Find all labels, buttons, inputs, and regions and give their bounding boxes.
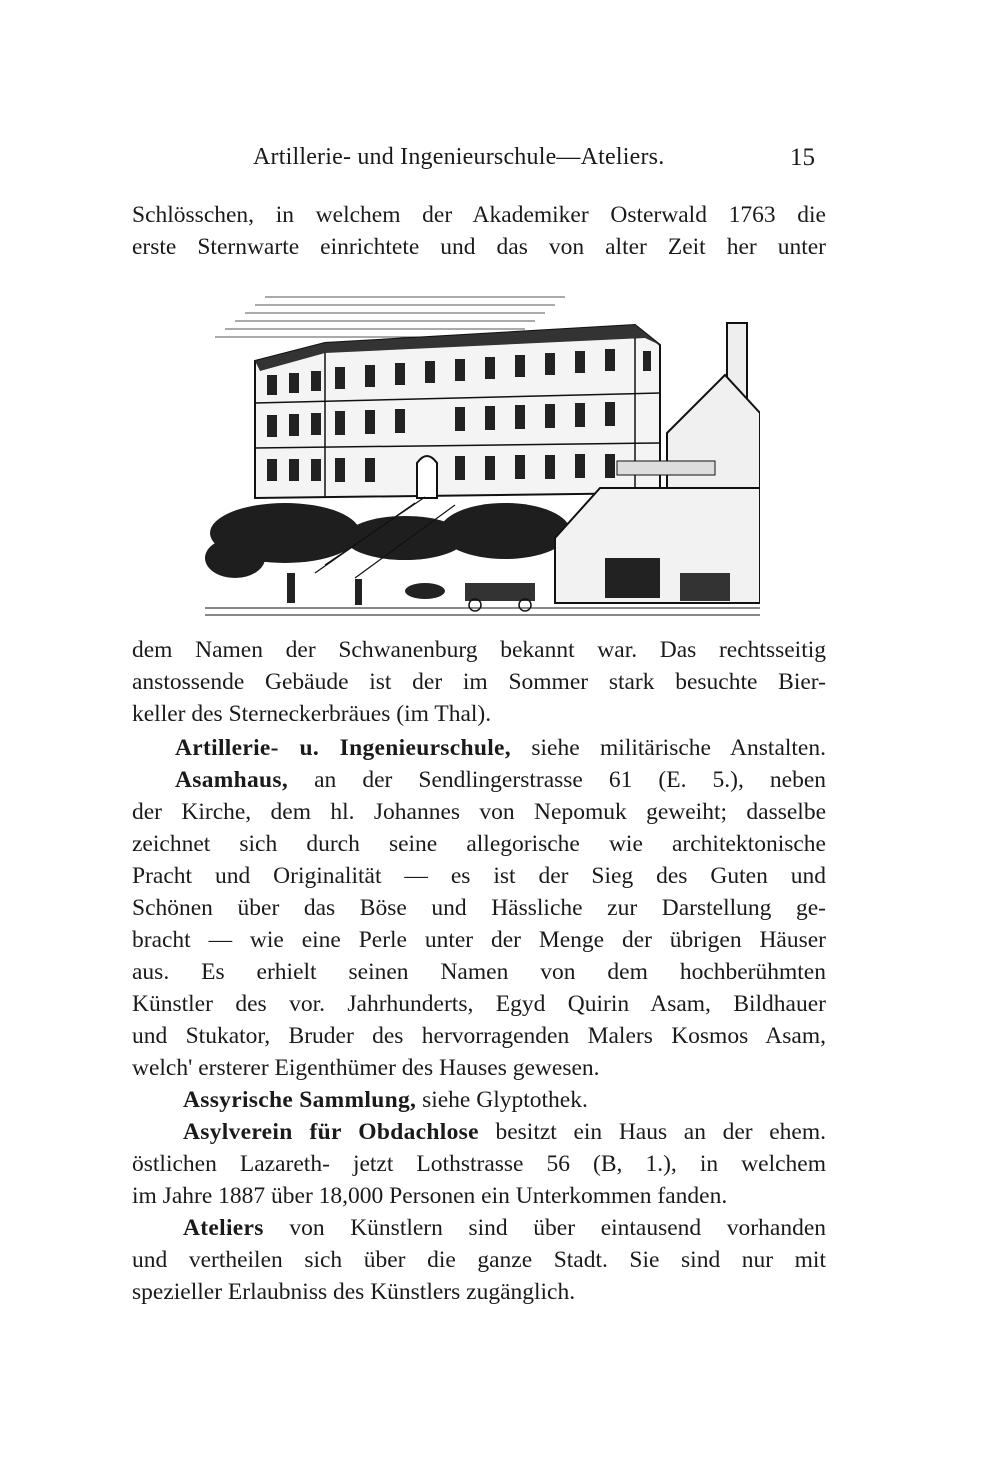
entry-line: und vertheilen sich über die ganze Stadt. Sie sind nur mit bbox=[132, 1247, 826, 1273]
entry-head: Assyrische Sammlung, bbox=[183, 1087, 417, 1113]
entry-head: Artillerie- u. Ingenieurschule, bbox=[175, 735, 511, 761]
entry-text: siehe militärische Anstalten. bbox=[531, 735, 826, 761]
entry-line: Pracht und Originalität — es ist der Sieg des Guten und bbox=[132, 863, 826, 889]
entry-line: bracht — wie eine Perle unter der Menge der übrigen Häuser bbox=[132, 927, 826, 953]
schwanenburg-engraving bbox=[205, 283, 760, 623]
continuation-line-1: dem Namen der Schwanenburg bekannt war. Das rechtsseitig bbox=[132, 637, 826, 663]
running-title: Artillerie- und Ingenieurschule—Ateliers. bbox=[253, 144, 665, 170]
entry-asamhaus bbox=[132, 764, 826, 796]
intro-line-1: Schlösschen, in welchem der Akademiker Osterwald 1763 die bbox=[132, 202, 826, 228]
retaining-wall bbox=[555, 488, 760, 603]
entry-line: östlichen Lazareth- jetzt Lothstrasse 56 (B, 1.), in welchem bbox=[132, 1151, 826, 1177]
entry-line: zeichnet sich durch seine allegorische wie architektonische bbox=[132, 831, 826, 857]
continuation-line-3: keller des Sterneckerbräues (im Thal). bbox=[132, 701, 492, 727]
entry-text: an der Sendlingerstrasse 61 (E. 5.), neben bbox=[314, 767, 826, 793]
entry-ateliers bbox=[132, 1212, 826, 1244]
entry-text: besitzt ein Haus an der ehem. bbox=[495, 1119, 826, 1145]
entry-line: aus. Es erhielt seinen Namen von dem hochberühmten bbox=[132, 959, 826, 985]
entry-head: Asylverein für Obdachlose bbox=[183, 1119, 479, 1145]
entry-text: von Künstlern sind über eintausend vorhanden bbox=[289, 1215, 826, 1241]
entry-line: im Jahre 1887 über 18,000 Personen ein Unterkommen fanden. bbox=[132, 1183, 728, 1209]
continuation-line-2: anstossende Gebäude ist der im Sommer stark besuchte Bier- bbox=[132, 669, 826, 695]
entry-head: Ateliers bbox=[183, 1215, 264, 1241]
entrance-door bbox=[417, 456, 437, 498]
intro-line-2: erste Sternwarte einrichtete und das von alter Zeit her unter bbox=[132, 234, 826, 260]
entry-line: spezieller Erlaubniss des Künstlers zugänglich. bbox=[132, 1279, 576, 1305]
main-building bbox=[255, 325, 660, 498]
sky-hatching bbox=[215, 297, 565, 337]
page-number: 15 bbox=[790, 144, 815, 171]
entry-line: Künstler des vor. Jahrhunderts, Egyd Quirin Asam, Bildhauer bbox=[132, 991, 826, 1017]
entry-artillerie bbox=[132, 732, 826, 764]
entry-line: welch' ersterer Eigenthümer des Hauses gewesen. bbox=[132, 1055, 600, 1081]
entry-assyrische-sammlung bbox=[132, 1084, 826, 1116]
entry-head: Asamhaus, bbox=[175, 767, 289, 793]
entry-asylverein bbox=[132, 1116, 826, 1148]
entry-line: und Stukator, Bruder des hervorragenden Malers Kosmos Asam, bbox=[132, 1023, 826, 1049]
entry-line: der Kirche, dem hl. Johannes von Nepomuk geweiht; dasselbe bbox=[132, 799, 826, 825]
entry-line: Schönen über das Böse und Hässliche zur Darstellung ge- bbox=[132, 895, 826, 921]
entry-text: siehe Glyptothek. bbox=[422, 1087, 588, 1113]
